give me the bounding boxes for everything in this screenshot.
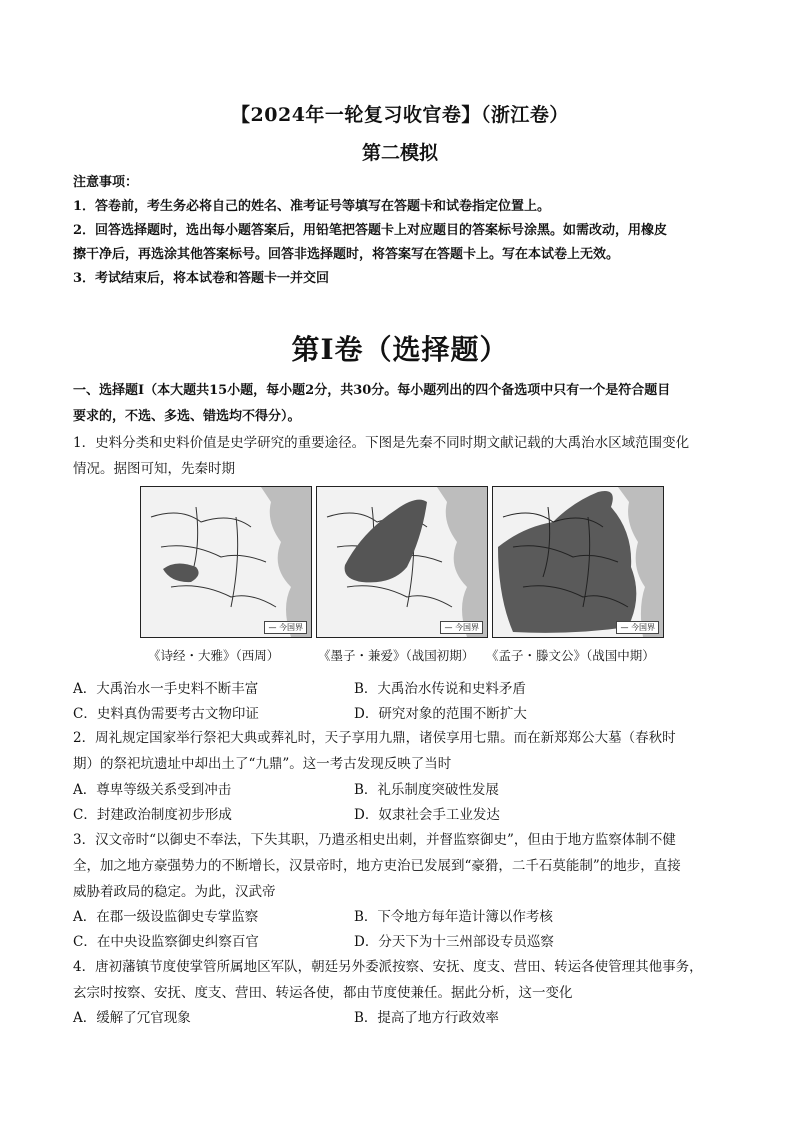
q4-stem-b: 玄宗时按察、安抚、度支、营田、转运各使，都由节度使兼任。据此分析，这一变化 [73, 985, 573, 1001]
q3-stem-c: 威胁着政局的稳定。为此，汉武帝 [73, 884, 276, 900]
section-intro-a: 一、选择题I（本大题共15小题，每小题2分，共30分。每小题列出的四个备选项中只有一个是符合题目 [73, 383, 671, 398]
q3-stem-b: 全，加之地方豪强势力的不断增长，汉景帝时，地方吏治已发展到“豪猾，二千石莫能制”的地步，直接 [73, 858, 681, 874]
notice-item-2b: 擦干净后，再选涂其他答案标号。回答非选择题时，将答案写在答题卡上。写在本试卷上无效。 [73, 247, 620, 262]
q1-stem-a: 1．史料分类和史料价值是史学研究的重要途径。下图是先秦不同时期文献记载的大禹治水区域范围变化 [73, 435, 690, 451]
flood-region [163, 563, 199, 582]
q3-option-a[interactable]: A．在郡一级设监御史专掌监察 [73, 909, 259, 925]
map-legend: — 今国界 [440, 621, 483, 634]
map-legend: — 今国界 [264, 621, 307, 634]
q2-option-c[interactable]: C．封建政治制度初步形成 [73, 807, 232, 823]
q2-option-d[interactable]: D．奴隶社会手工业发达 [354, 807, 500, 823]
q3-option-b[interactable]: B．下令地方每年造计簿以作考核 [354, 909, 553, 925]
q2-option-a[interactable]: A．尊卑等级关系受到冲击 [73, 782, 232, 798]
map-xizhou-svg [141, 487, 311, 637]
notice-item-1: 1．答卷前，考生务必将自己的姓名、准考证号等填写在答题卡和试卷指定位置上。 [73, 199, 551, 214]
map-xizhou [140, 486, 312, 638]
notice-item-3: 3．考试结束后，将本试卷和答题卡一并交回 [73, 271, 330, 286]
section-title: 第I卷（选择题） [291, 333, 509, 366]
section-intro-b: 要求的，不选、多选、错选均不得分）。 [73, 409, 301, 424]
map-legend: — 今国界 [616, 621, 659, 634]
q2-option-b[interactable]: B．礼乐制度突破性发展 [354, 782, 499, 798]
q2-stem-b: 期）的祭祀坑遗址中却出土了“九鼎”。这一考古发现反映了当时 [73, 756, 452, 772]
q1-option-b[interactable]: B．大禹治水传说和史料矛盾 [354, 681, 526, 697]
notice-heading: 注意事项： [73, 175, 139, 190]
exam-title: 【2024年一轮复习收官卷】（浙江卷） [231, 104, 569, 126]
sea-shape [437, 487, 487, 637]
map-mozi-svg [317, 487, 487, 637]
map-mengzi-svg [493, 487, 663, 637]
map-mozi [316, 486, 488, 638]
flood-region [345, 500, 427, 583]
q1-option-d[interactable]: D．研究对象的范围不断扩大 [354, 706, 527, 722]
map-caption-1: 《诗经・大雅》（西周） [148, 648, 280, 663]
map-caption-2: 《墨子・兼爱》（战国初期） [318, 648, 475, 663]
exam-subtitle: 第二模拟 [361, 142, 438, 164]
flood-region [498, 491, 636, 633]
map-mengzi [492, 486, 664, 638]
q4-option-a[interactable]: A．缓解了冗官现象 [73, 1010, 191, 1026]
q1-option-a[interactable]: A．大禹治水一手史料不断丰富 [73, 681, 259, 697]
q2-stem-a: 2．周礼规定国家举行祭祀大典或葬礼时，天子享用九鼎，诸侯享用七鼎。而在新郑郑公大墓（春秋时 [73, 730, 676, 746]
q3-stem-a: 3．汉文帝时“以御史不奉法，下失其职，乃遣丞相史出刺，并督监察御史”，但由于地方监察体制不健 [73, 832, 676, 848]
q4-option-b[interactable]: B．提高了地方行政效率 [354, 1010, 499, 1026]
q1-stem-b: 情况。据图可知，先秦时期 [73, 461, 235, 477]
q3-option-d[interactable]: D．分天下为十三州部设专员巡察 [354, 934, 554, 950]
sea-shape [261, 487, 311, 637]
q3-option-c[interactable]: C．在中央设监察御史纠察百官 [73, 934, 259, 950]
q4-stem-a: 4．唐初藩镇节度使掌管所属地区军队，朝廷另外委派按察、安抚、度支、营田、转运各使管理其他事务， [73, 959, 703, 975]
notice-item-2a: 2．回答选择题时，选出每小题答案后，用铅笔把答题卡上对应题目的答案标号涂黑。如需改动，用橡皮 [73, 223, 668, 238]
q1-option-c[interactable]: C．史料真伪需要考古文物印证 [73, 706, 259, 722]
rivers-and-borders [151, 507, 276, 607]
map-caption-3: 《孟子・滕文公》（战国中期） [486, 648, 655, 663]
